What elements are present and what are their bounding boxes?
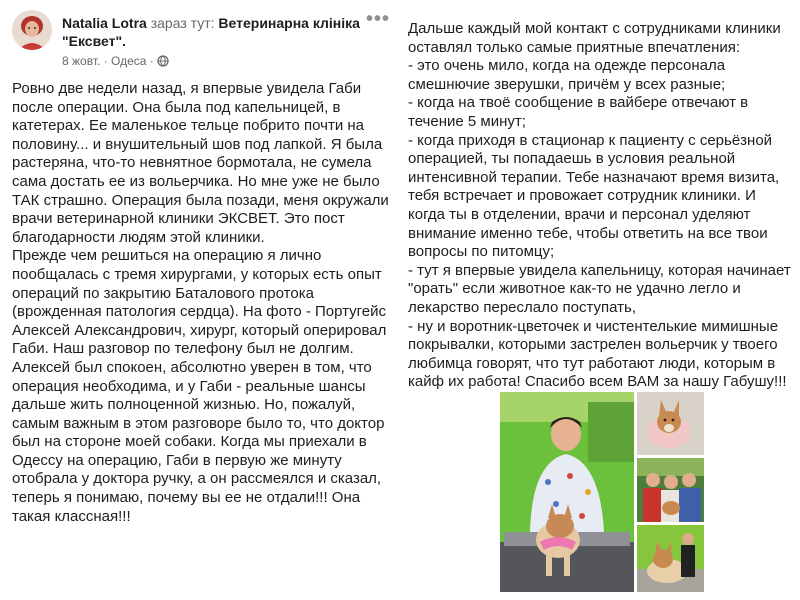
- doctor-photo-image: [500, 392, 634, 592]
- post-text-left: Ровно две недели назад, я впервые увидела Габи после операции. Она была под капельницей, в катетерах. Ее маленькое тельце побрито почти на половину... и внушительный шов под лапкой. Я была растеряна, что-то невнятное бормотала, не сумела сама достать ее из вольерчика. Но мне уже не было ТАК страшно. Операция была позади, меня окружали врачи ветеринарной клиники ЭКСВЕТ. Это пост благодарности людям этой клиники. Прежде чем решиться на операцию я лично пообщалась с тремя хирургами, у которых есть опыт операций по закрытию Баталового протока (врожденная патология сердца). На фото - Португейс Алексей Александрович, хирург, который оперировал Габи. Наш разговор по телефону был не долгим. Алексей был спокоен, абсолютно уверен в том, что операция необходима, и у Габи - реальные шансы дальше жить полноценной жизнью. Но, пожалуй, самым важным в этом разговоре было то, что доктор был на стороне моей собаки. Когда мы приехали в Одессу на операцию, Габи в первую же минуту отобрала у доктора ручку, а он рассмеялся и сказал, теперь я понимаю, почему вы ее не отдали!!! Она такая классная!!!: [12, 80, 389, 525]
- post-meta: [62, 54, 169, 68]
- photo-staff-group[interactable]: [637, 458, 704, 522]
- place-link[interactable]: Ветеринарна клініка "Ексвет".: [62, 15, 360, 49]
- dog-cage-image: [637, 525, 704, 592]
- photo-dog-collar[interactable]: [637, 392, 704, 455]
- post-text-right: Дальше каждый мой контакт с сотрудниками клиники оставлял только самые приятные впечатления: - это очень мило, когда на одежде персонала смешнючие зверушки, причём у всех разные; - когда на твоё сообщение в вайбере отвечают в течение 5 минут; - когда приходя в стационар к пациенту с серьёзной операцией, ты попадаешь в условия реальной интенсивной терапии. Тебе назначают время визита, тебя встречает и провожает сотрудник клиники. И когда ты в отделении, врачи и персонал уделяют внимание именно тебе, чтобы ответить на все твои вопросы по питомцу; - тут я впервые увидела капельницу, которая начинает "орать" если животное как-то не удачно легло и лекарство переслало поступать, - ну и воротник-цветочек и чистентелькие мимишные покрывалки, которыми застрелен вольерчик у твоего любимца говорят, что тут работают люди, которым в кайф их работа! Спасибо всем ВАМ за нашу Габушу!!!: [408, 20, 791, 391]
- post-title: [62, 14, 382, 50]
- photo-dog-cage[interactable]: [637, 525, 704, 592]
- presence-label: зараз тут:: [150, 15, 215, 31]
- post-date[interactable]: 8 жовт.: [62, 54, 101, 68]
- post-header: [12, 8, 392, 68]
- post-location[interactable]: Одеса: [111, 54, 147, 68]
- photo-collage: [500, 392, 704, 592]
- staff-group-image: [637, 458, 704, 522]
- photo-doctor-with-dog[interactable]: [500, 392, 634, 592]
- more-horizontal-icon[interactable]: •••: [366, 8, 391, 30]
- avatar[interactable]: [12, 10, 52, 50]
- globe-icon[interactable]: [157, 55, 169, 67]
- meta-separator-2: ·: [149, 54, 154, 68]
- dog-collar-image: [637, 392, 704, 455]
- author-name[interactable]: Natalia Lotra: [62, 15, 147, 31]
- avatar-photo: [12, 10, 52, 50]
- meta-separator: ·: [103, 54, 108, 68]
